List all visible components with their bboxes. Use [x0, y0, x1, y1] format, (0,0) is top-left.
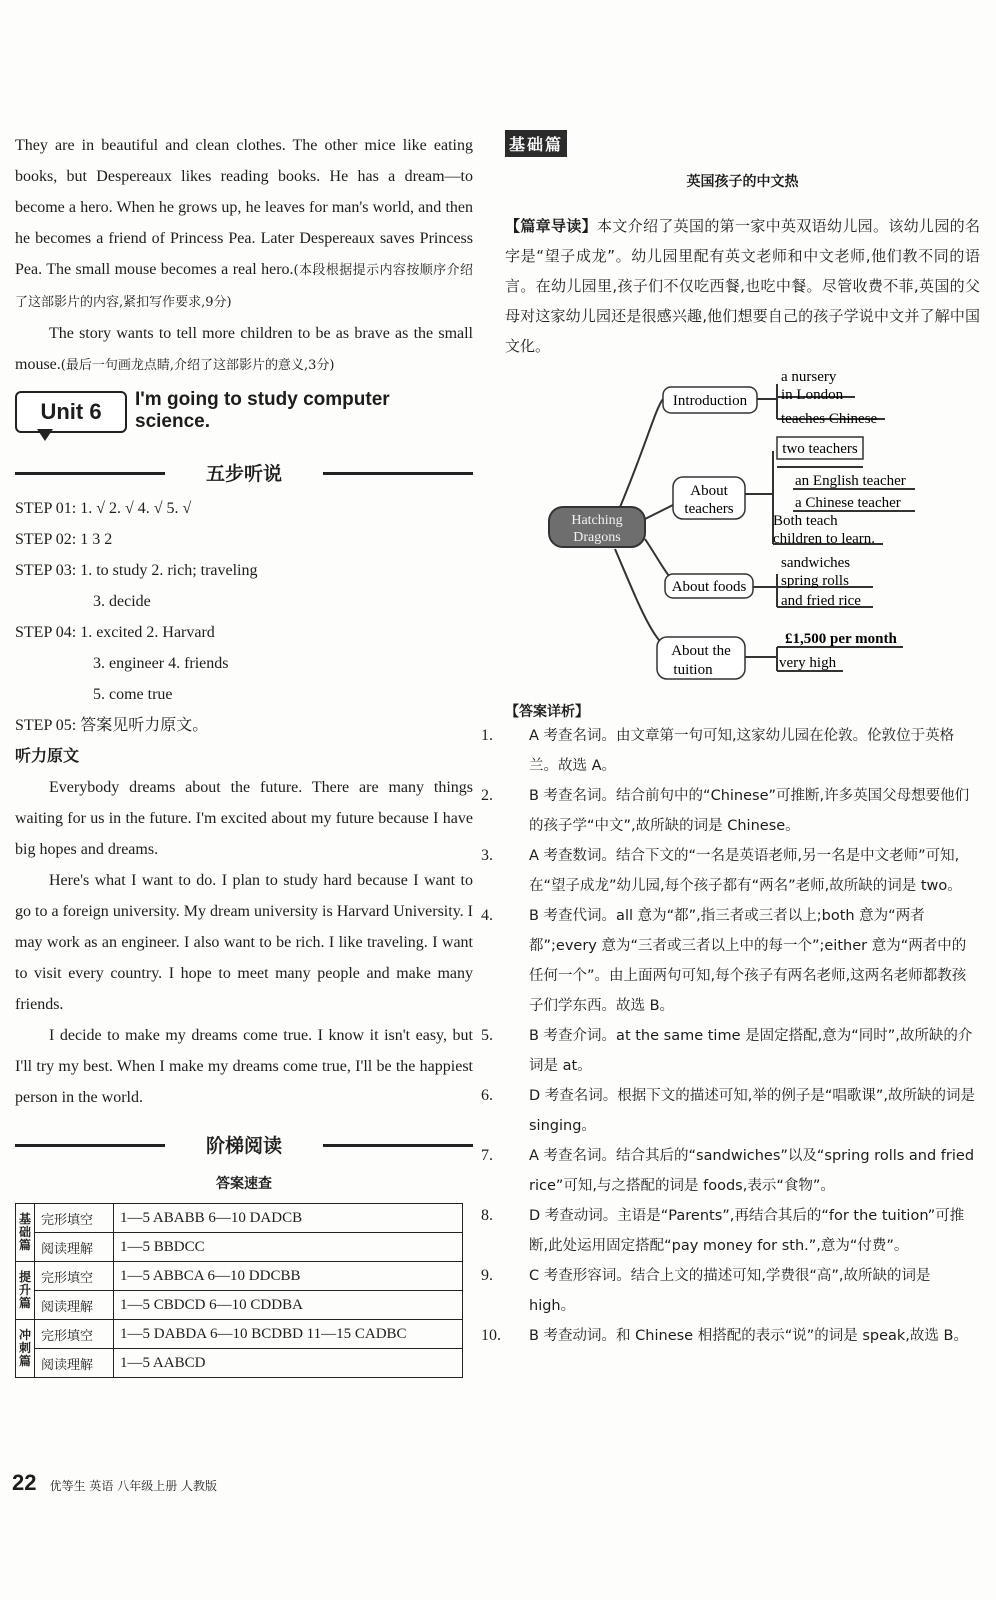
answer-text: B 考查名词。结合前句中的“Chinese”可推断,许多英国父母想要他们的孩子学“中文”,故所缺的词是 Chinese。: [529, 788, 970, 834]
table-cell-type: 阅读理解: [35, 1291, 114, 1320]
answer-item: [481, 721, 980, 781]
table-row: [16, 1349, 463, 1378]
answer-text: A 考查数词。结合下文的“一名是英语老师,另一名是中文老师”可知,在“望子成龙”幼儿园,每个孩子都有“两名”老师,故所缺的词是 two。: [529, 848, 962, 894]
mind-leaf: very high: [779, 655, 837, 671]
step-line: 5. come true: [93, 686, 173, 703]
story-paragraph: [15, 318, 473, 381]
script-paragraph: I decide to make my dreams come true. I know it isn't easy, but I'll try my best. When I make my dreams come true, I'll be the happiest person in the world.: [15, 1027, 473, 1106]
table-row: [16, 1262, 463, 1291]
table-cell-type: 完形填空: [35, 1262, 114, 1291]
section-title: 阶梯阅读: [205, 1135, 282, 1157]
script-paragraph: Here's what I want to do. I plan to study hard because I want to go to a foreign university. My dream university is Harvard University. I may work as an engineer. I also want to be rich. I like traveling. I want to visit every country. I hope to meet many people and make many friends.: [15, 872, 473, 1013]
quick-answers-title: 答案速查: [216, 1176, 272, 1192]
answer-number: 2.: [481, 787, 493, 804]
step-line: STEP 02: 1 3 2: [15, 531, 113, 548]
table-cell-type: 阅读理解: [35, 1233, 114, 1262]
mind-leaf: Both teach: [773, 513, 838, 529]
answer-text: B 考查代词。all 意为“都”,指三者或三者以上;both 意为“两者都”;every 意为“三者或三者以上中的每一个”;either 意为“两者中的任何一个”。由上面两句可知,每个孩子有两名老师,这两名老师都教孩子们学东西。故选 B。: [529, 908, 967, 1014]
guide-paragraph: [505, 211, 980, 361]
answer-text: C 考查形容词。结合上文的描述可知,学费很“高”,故所缺的词是 high。: [529, 1268, 931, 1314]
unit-title: [135, 389, 390, 433]
answer-item: [481, 1021, 980, 1081]
answer-item: [481, 901, 980, 1021]
table-cell-answers: 1—5 DABDA 6—10 BCDBD 11—15 CADBC: [114, 1320, 463, 1349]
mind-leaf: a Chinese teacher: [795, 495, 901, 511]
mind-center-line2: Dragons: [573, 530, 621, 545]
table-row: [16, 1291, 463, 1320]
answer-item: [481, 781, 980, 841]
answer-text: D 考查名词。根据下文的描述可知,举的例子是“唱歌课”,故所缺的词是 singing。: [529, 1088, 976, 1134]
answer-table: [15, 1203, 463, 1378]
intro-note: (本段根据提示内容按顺序介绍了这部影片的内容,紧扣写作要求,9分): [15, 263, 474, 310]
answer-text: A 考查名词。结合其后的“sandwiches”以及“spring rolls and fried rice”可知,与之搭配的词是 foods,表示“食物”。: [529, 1148, 975, 1194]
table-cell-answers: 1—5 AABCD: [114, 1349, 463, 1378]
answer-text: B 考查介词。at the same time 是固定搭配,意为“同时”,故所缺的介词是 at。: [529, 1028, 973, 1074]
table-cell-category: 基础篇: [16, 1204, 35, 1262]
unit-title-line1: I'm going to study computer: [135, 389, 390, 410]
answer-number: 10.: [481, 1327, 501, 1344]
unit-title-line2: science.: [135, 411, 210, 432]
guide-text: 本文介绍了英国的第一家中英双语幼儿园。该幼儿园的名字是“望子成龙”。幼儿园里配有英文老师和中文老师,他们教不同的语言。在幼儿园里,孩子们不仅吃西餐,也吃中餐。尽管收费不菲,英国的父母对这家幼儿园还是很感兴趣,他们想要自己的孩子学说中文并了解中国文化。: [505, 217, 980, 355]
left-column: [15, 130, 473, 1378]
listening-section-header: [15, 457, 473, 489]
mind-leaf: two teachers: [782, 441, 858, 457]
speech-tail-icon: [37, 429, 53, 441]
answer-number: 9.: [481, 1267, 493, 1284]
step-line: STEP 04: 1. excited 2. Harvard: [15, 624, 215, 641]
mind-leaf: teaches Chinese: [781, 411, 878, 427]
answer-item: [481, 1201, 980, 1261]
article-title: 英国孩子的中文热: [686, 174, 799, 190]
page-footer: [12, 1470, 217, 1496]
table-cell-type: 完形填空: [35, 1204, 114, 1233]
unit-label: Unit 6: [15, 391, 127, 433]
answer-number: 6.: [481, 1087, 493, 1104]
explain-label: 【答案详析】: [505, 704, 589, 720]
answer-number: 7.: [481, 1147, 493, 1164]
answer-number: 8.: [481, 1207, 493, 1224]
answer-item: [481, 1321, 980, 1351]
right-column: [481, 130, 980, 1351]
mind-node-tuition-2: tuition: [673, 662, 713, 678]
mind-node-foods: About foods: [671, 579, 747, 595]
answer-text: D 考查动词。主语是“Parents”,再结合其后的“for the tuition”可推断,此处运用固定搭配“pay money for sth.”,意为“付费”。: [529, 1208, 965, 1254]
table-cell-category: 冲刺篇: [16, 1320, 35, 1378]
section-title: 五步听说: [205, 463, 282, 485]
answer-item: [481, 1081, 980, 1141]
reading-section-header: [15, 1129, 473, 1161]
mind-leaf: sandwiches: [781, 555, 851, 571]
step-line: STEP 05: 答案见听力原文。: [15, 717, 209, 734]
section-tag: 基础篇: [505, 130, 567, 157]
book-info: 优等生 英语 八年级上册 人教版: [49, 1479, 218, 1493]
mind-center-line1: Hatching: [571, 513, 623, 528]
answer-number: 4.: [481, 907, 493, 924]
table-row: [16, 1204, 463, 1233]
mind-leaf: an English teacher: [795, 473, 906, 489]
divider: [323, 1144, 473, 1147]
mind-node-tuition-1: About the: [671, 643, 731, 659]
script-paragraph: Everybody dreams about the future. There are many things waiting for us in the future. I'm excited about my future because I have big hopes and dreams.: [15, 779, 473, 858]
answer-item: [481, 1141, 980, 1201]
step-line: STEP 03: 1. to study 2. rich; traveling: [15, 562, 258, 579]
table-cell-answers: 1—5 ABABB 6—10 DADCB: [114, 1204, 463, 1233]
answer-number: 5.: [481, 1027, 493, 1044]
table-cell-answers: 1—5 CBDCD 6—10 CDDBA: [114, 1291, 463, 1320]
answer-list: [481, 721, 980, 1351]
page-number: 22: [12, 1470, 37, 1495]
table-cell-answers: 1—5 BBDCC: [114, 1233, 463, 1262]
mind-leaf: and fried rice: [781, 593, 861, 609]
step-line: 3. decide: [93, 593, 151, 610]
answer-text: A 考查名词。由文章第一句可知,这家幼儿园在伦敦。伦敦位于英格兰。故选 A。: [529, 728, 955, 774]
mind-node-teachers-1: About: [690, 483, 728, 499]
table-cell-answers: 1—5 ABBCA 6—10 DDCBB: [114, 1262, 463, 1291]
intro-paragraph: [15, 130, 473, 318]
answer-item: [481, 841, 980, 901]
story-text: The story wants to tell more children to be as brave as the small mouse.: [15, 325, 473, 373]
step-line: STEP 01: 1. √ 2. √ 4. √ 5. √: [15, 500, 192, 517]
unit-banner: [15, 387, 473, 451]
table-row: [16, 1320, 463, 1349]
table-row: [16, 1233, 463, 1262]
mind-node-teachers-2: teachers: [684, 501, 734, 517]
table-cell-type: 阅读理解: [35, 1349, 114, 1378]
mind-leaf: in London: [781, 387, 844, 403]
answer-item: [481, 1261, 980, 1321]
table-cell-category: 提升篇: [16, 1262, 35, 1320]
answer-text: B 考查动词。和 Chinese 相搭配的表示“说”的词是 speak,故选 B。: [529, 1328, 968, 1344]
mind-leaf: £1,500 per month: [785, 631, 897, 647]
mind-leaf: children to learn.: [773, 531, 876, 547]
story-note: (最后一句画龙点睛,介绍了这部影片的意义,3分): [60, 358, 335, 373]
answer-number: 3.: [481, 847, 493, 864]
divider: [323, 472, 473, 475]
script-title: 听力原文: [15, 748, 80, 765]
step-line: 3. engineer 4. friends: [93, 655, 229, 672]
intro-text: They are in beautiful and clean clothes. The other mice like eating books, but Despereaux likes reading books. He has a dream—to become a hero. When he grows up, he leaves for man's world, and then he becomes a friend of Princess Pea. Later Despereaux saves Princess Pea. The small mouse becomes a real hero.: [15, 137, 473, 278]
mind-node-introduction: Introduction: [672, 393, 748, 409]
table-cell-type: 完形填空: [35, 1320, 114, 1349]
mind-map: [505, 369, 980, 699]
mind-leaf: spring rolls: [781, 573, 849, 589]
answer-number: 1.: [481, 727, 493, 744]
mind-leaf: a nursery: [781, 369, 837, 385]
guide-label: 【篇章导读】: [505, 217, 597, 235]
